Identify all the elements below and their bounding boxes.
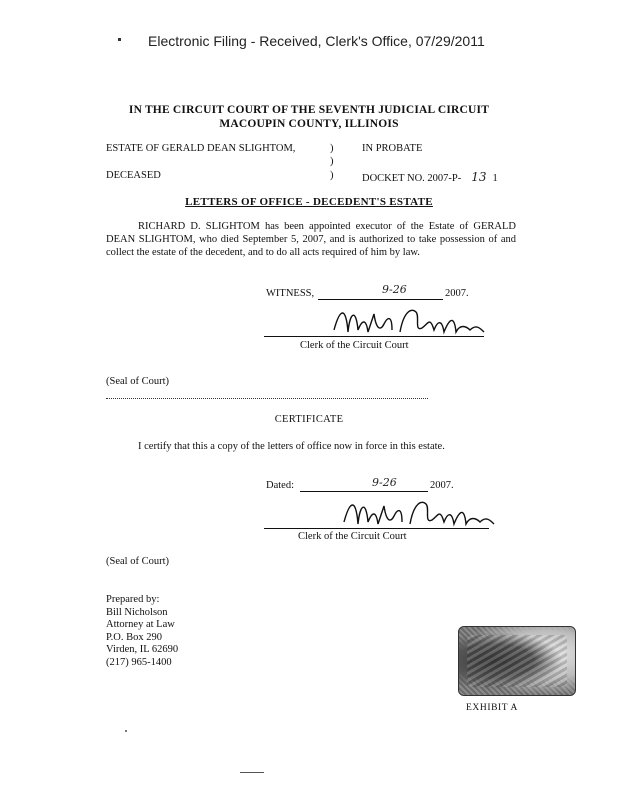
filing-stamp: Electronic Filing - Received, Clerk's Office, 07/29/2011	[148, 33, 485, 49]
seal-label-1: (Seal of Court)	[106, 376, 169, 387]
court-seal-texture	[467, 635, 567, 687]
docket-tail: 1	[492, 173, 498, 184]
clerk-signature-line-1	[264, 336, 484, 337]
exhibit-label: EXHIBIT A	[466, 703, 518, 713]
attorney-name: Bill Nicholson	[106, 606, 168, 618]
docket-label: DOCKET NO. 2007-P-	[362, 173, 462, 184]
court-heading-line1: IN THE CIRCUIT COURT OF THE SEVENTH JUDICIAL CIRCUIT	[128, 104, 490, 116]
witness-label: WITNESS,	[266, 288, 315, 299]
witness-handwritten-date: 9-26	[382, 283, 407, 296]
dated-line	[300, 491, 428, 492]
witness-year: 2007.	[445, 288, 469, 299]
estate-of-label: ESTATE OF GERALD DEAN SLIGHTOM,	[106, 143, 296, 154]
deceased-label: DECEASED	[106, 170, 161, 181]
prepared-by-label: Prepared by:	[106, 594, 160, 605]
scan-speck-2	[240, 772, 264, 773]
seal-label-2: (Seal of Court)	[106, 556, 169, 567]
court-heading-line2: MACOUPIN COUNTY, ILLINOIS	[219, 118, 399, 130]
in-probate-label: IN PROBATE	[362, 143, 423, 154]
certificate-text: I certify that this a copy of the letters of office now in force in this estate.	[138, 441, 445, 452]
prepared-by-block	[106, 594, 178, 669]
stamp-dot	[118, 38, 121, 41]
scan-speck-1	[125, 730, 127, 732]
clerk-signature-line-2	[264, 528, 489, 529]
certificate-heading: CERTIFICATE	[274, 414, 344, 425]
caption-paren-2: )	[330, 156, 334, 167]
letters-body: RICHARD D. SLIGHTOM has been appointed executor of the Estate of GERALD DEAN SLIGHTOM, who died September 5, 2007, and is authorized to take possession of and collect the estate of the decedent, and to do all acts required of him by law.	[106, 221, 516, 258]
docket-handwritten-number: 13	[471, 170, 487, 184]
caption-paren-1: )	[330, 143, 334, 154]
witness-date-line	[318, 299, 443, 300]
docket-number	[362, 170, 498, 184]
clerk-label-1: Clerk of the Circuit Court	[300, 340, 409, 351]
court-seal-image	[458, 626, 576, 696]
attorney-city: Virden, IL 62690	[106, 644, 179, 655]
dated-label: Dated:	[266, 480, 294, 491]
certificate-year: 2007.	[430, 480, 454, 491]
dotted-separator	[106, 398, 428, 399]
caption-paren-3: )	[330, 170, 334, 181]
attorney-title: Attorney at Law	[106, 619, 175, 630]
document-title: LETTERS OF OFFICE - DECEDENT'S ESTATE	[185, 196, 433, 208]
clerk-label-2: Clerk of the Circuit Court	[298, 531, 407, 542]
attorney-po-box: P.O. Box 290	[106, 631, 163, 643]
certificate-handwritten-date: 9-26	[372, 476, 397, 489]
attorney-phone: (217) 965-1400	[106, 656, 172, 668]
